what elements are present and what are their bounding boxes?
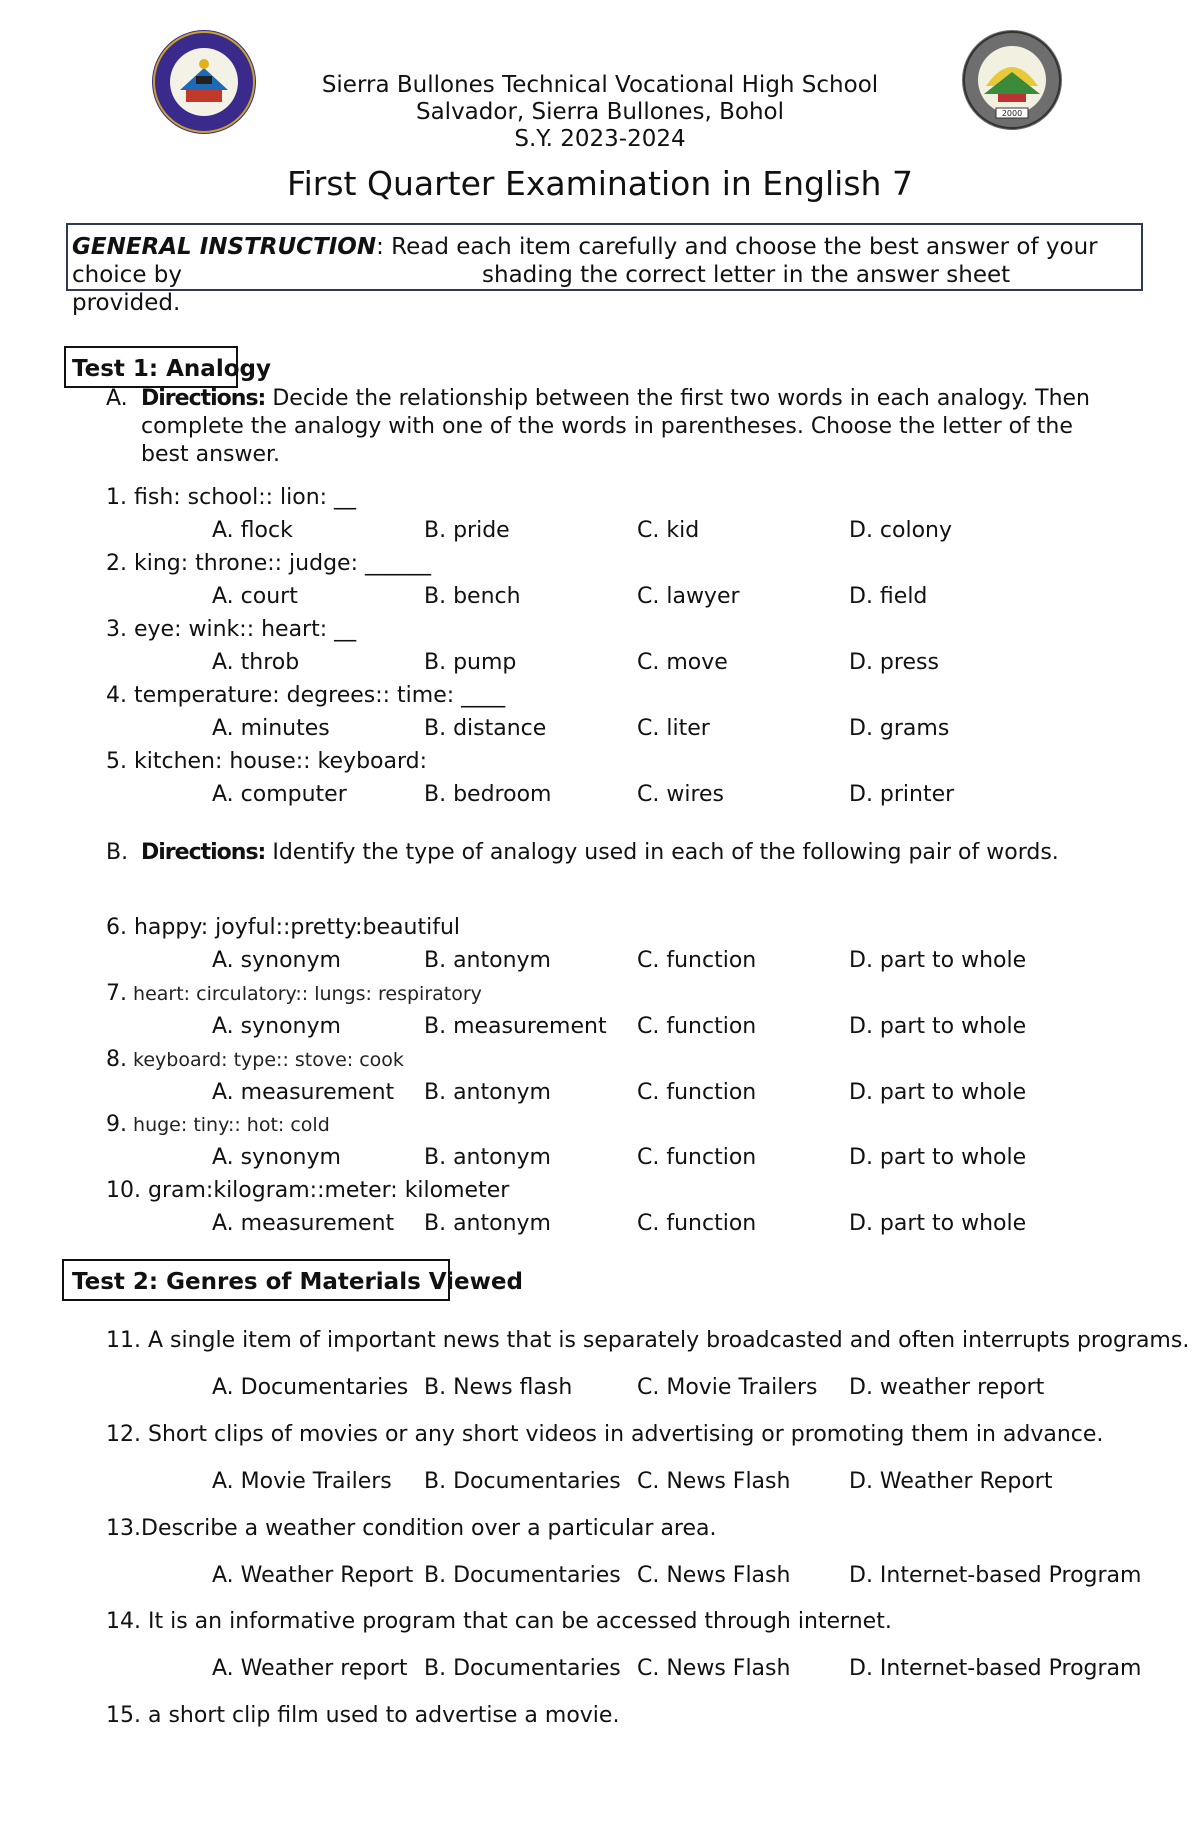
- q2-option-c[interactable]: C. lawyer: [637, 584, 740, 609]
- q8-option-b[interactable]: B. antonym: [424, 1080, 551, 1105]
- q6-option-a[interactable]: A. synonym: [212, 948, 341, 973]
- directions-a-text: Decide the relationship between the first two words in each analogy. Then complete the analogy with one of the words in parentheses. Choose the letter of the best answer.: [141, 386, 1090, 467]
- q3-option-d[interactable]: D. press: [849, 650, 939, 675]
- q13-option-d[interactable]: D. Internet-based Program: [849, 1563, 1142, 1588]
- school-address: Salvador, Sierra Bullones, Bohol: [415, 99, 785, 125]
- q4-option-b[interactable]: B. distance: [424, 716, 547, 741]
- question-12: 12. Short clips of movies or any short videos in advertising or promoting them in advance.: [106, 1422, 1104, 1447]
- q7-option-a[interactable]: A. synonym: [212, 1014, 341, 1039]
- question-3: 3. eye: wink:: heart: __: [106, 617, 357, 642]
- q13-option-b[interactable]: B. Documentaries: [424, 1563, 621, 1588]
- instruction-line2b: shading the correct letter in the answer sheet: [482, 262, 1011, 288]
- q12-option-b[interactable]: B. Documentaries: [424, 1469, 621, 1494]
- q11-option-c[interactable]: C. Movie Trailers: [637, 1375, 818, 1400]
- q2-option-b[interactable]: B. bench: [424, 584, 521, 609]
- general-instruction: [72, 233, 1142, 317]
- q6-option-d[interactable]: D. part to whole: [849, 948, 1027, 973]
- question-1: 1. fish: school:: lion: __: [106, 485, 357, 510]
- q9-option-a[interactable]: A. synonym: [212, 1145, 341, 1170]
- test2-title: Test 2: Genres of Materials Viewed: [72, 1269, 523, 1295]
- q3-option-c[interactable]: C. move: [637, 650, 728, 675]
- question-5: 5. kitchen: house:: keyboard:: [106, 749, 428, 774]
- q6-option-b[interactable]: B. antonym: [424, 948, 551, 973]
- question-7: 7. heart: circulatory:: lungs: respiratory: [106, 981, 482, 1006]
- q7-option-d[interactable]: D. part to whole: [849, 1014, 1027, 1039]
- q14-option-d[interactable]: D. Internet-based Program: [849, 1656, 1142, 1681]
- q1-option-a[interactable]: A. flock: [212, 518, 293, 543]
- q1-option-c[interactable]: C. kid: [637, 518, 700, 543]
- q9-option-c[interactable]: C. function: [637, 1145, 757, 1170]
- question-8: 8. keyboard: type:: stove: cook: [106, 1047, 404, 1072]
- q14-option-a[interactable]: A. Weather report: [212, 1656, 408, 1681]
- q10-option-c[interactable]: C. function: [637, 1211, 757, 1236]
- question-2: 2. king: throne:: judge: ______: [106, 551, 431, 576]
- directions-a-label: Directions:: [141, 386, 266, 411]
- seal-year: 2000: [1001, 109, 1023, 118]
- question-4: 4. temperature: degrees:: time: ____: [106, 683, 506, 708]
- q2-option-d[interactable]: D. field: [849, 584, 928, 609]
- exam-title: First Quarter Examination in English 7: [287, 164, 913, 203]
- q11-option-a[interactable]: A. Documentaries: [212, 1375, 409, 1400]
- part-a-marker: A.: [106, 386, 128, 411]
- q4-option-d[interactable]: D. grams: [849, 716, 950, 741]
- q13-option-c[interactable]: C. News Flash: [637, 1563, 791, 1588]
- q8-option-d[interactable]: D. part to whole: [849, 1080, 1027, 1105]
- test1-title: Test 1: Analogy: [72, 356, 271, 382]
- instruction-line2a: choice by: [72, 262, 183, 288]
- q12-option-c[interactable]: C. News Flash: [637, 1469, 791, 1494]
- q9-option-b[interactable]: B. antonym: [424, 1145, 551, 1170]
- q12-option-d[interactable]: D. Weather Report: [849, 1469, 1053, 1494]
- q9-option-d[interactable]: D. part to whole: [849, 1145, 1027, 1170]
- q11-option-d[interactable]: D. weather report: [849, 1375, 1045, 1400]
- school-year: S.Y. 2023-2024: [514, 126, 686, 152]
- question-13: 13.Describe a weather condition over a particular area.: [106, 1516, 717, 1541]
- q5-option-d[interactable]: D. printer: [849, 782, 955, 807]
- q8-option-a[interactable]: A. measurement: [212, 1080, 395, 1105]
- q10-option-d[interactable]: D. part to whole: [849, 1211, 1027, 1236]
- q5-option-a[interactable]: A. computer: [212, 782, 347, 807]
- q11-option-b[interactable]: B. News flash: [424, 1375, 573, 1400]
- test1-directions-a: [106, 385, 1106, 469]
- q12-option-a[interactable]: A. Movie Trailers: [212, 1469, 392, 1494]
- q3-option-b[interactable]: B. pump: [424, 650, 517, 675]
- q10-option-b[interactable]: B. antonym: [424, 1211, 551, 1236]
- q3-option-a[interactable]: A. throb: [212, 650, 300, 675]
- instruction-line1: : Read each item carefully and choose the best answer of your: [376, 234, 1098, 260]
- q2-option-a[interactable]: A. court: [212, 584, 298, 609]
- question-9: 9. huge: tiny:: hot: cold: [106, 1112, 330, 1137]
- q1-option-b[interactable]: B. pride: [424, 518, 510, 543]
- q14-option-b[interactable]: B. Documentaries: [424, 1656, 621, 1681]
- q4-option-c[interactable]: C. liter: [637, 716, 710, 741]
- q14-option-c[interactable]: C. News Flash: [637, 1656, 791, 1681]
- question-15: 15. a short clip film used to advertise a movie.: [106, 1703, 620, 1728]
- directions-b-text: Identify the type of analogy used in each of the following pair of words.: [265, 840, 1059, 865]
- q7-option-b[interactable]: B. measurement: [424, 1014, 607, 1039]
- q8-option-c[interactable]: C. function: [637, 1080, 757, 1105]
- test1-directions-b: [106, 839, 1106, 867]
- q7-option-c[interactable]: C. function: [637, 1014, 757, 1039]
- part-b-marker: B.: [106, 840, 129, 865]
- q5-option-b[interactable]: B. bedroom: [424, 782, 552, 807]
- school-name: Sierra Bullones Technical Vocational High School: [321, 72, 879, 98]
- question-11: 11. A single item of important news that is separately broadcasted and often interrupts programs.: [106, 1328, 1190, 1353]
- q5-option-c[interactable]: C. wires: [637, 782, 725, 807]
- q4-option-a[interactable]: A. minutes: [212, 716, 330, 741]
- question-6: 6. happy: joyful::pretty:beautiful: [106, 915, 460, 940]
- q6-option-c[interactable]: C. function: [637, 948, 757, 973]
- instruction-line3: provided.: [72, 290, 181, 316]
- directions-b-label: Directions:: [141, 840, 266, 865]
- question-14: 14. It is an informative program that can be accessed through internet.: [106, 1609, 892, 1634]
- instruction-label: GENERAL INSTRUCTION: [72, 234, 377, 260]
- q1-option-d[interactable]: D. colony: [849, 518, 953, 543]
- q13-option-a[interactable]: A. Weather Report: [212, 1563, 414, 1588]
- q10-option-a[interactable]: A. measurement: [212, 1211, 395, 1236]
- question-10: 10. gram:kilogram::meter: kilometer: [106, 1178, 510, 1203]
